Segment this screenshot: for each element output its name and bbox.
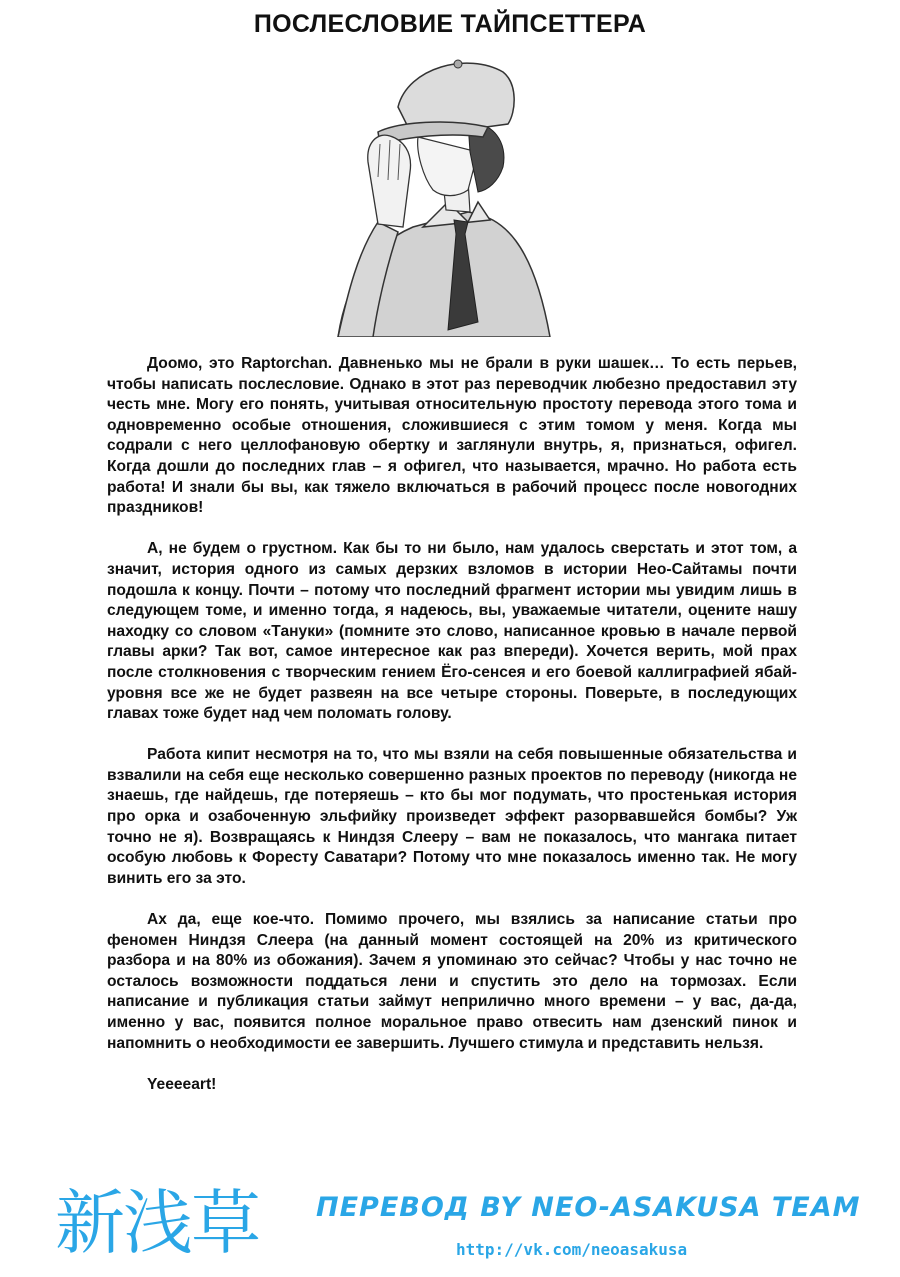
vk-link[interactable]: http://vk.com/neoasakusa bbox=[456, 1240, 688, 1259]
paragraph: А, не будем о грустном. Как бы то ни было, нам удалось сверстать и этот том, а значит, история одного из самых дерзких взломов в истории Нео-Сайтамы почти подошла к концу. Почти – потому что последний фрагмент истории мы увидим лишь в следующем томе, и именно тогда, я надеюсь, вы, уважаемые читатели, оцените нашу находку со словом «Тануки» (помните это слово, написанное кровью в начале первой главы арки? Так вот, самое интересное как раз впереди). Хочется верить, мой прах после столкновения с творческим гением Ёго-сенсея и его боевой каллиграфией ябай-уровня все же не будет развеян на все четыре стороны. Поверьте, в последующих главах тоже будет над чем поломать голову. bbox=[107, 540, 797, 723]
man-in-cap-illustration bbox=[318, 52, 558, 337]
translation-credit: ПЕРЕВОД BY NEO-ASAKUSA TEAM bbox=[316, 1192, 861, 1223]
signoff: Yeeeeart! bbox=[147, 1075, 217, 1093]
neo-asakusa-logo: 新浅草 bbox=[55, 1182, 259, 1264]
page-title: ПОСЛЕСЛОВИЕ ТАЙПСЕТТЕРА bbox=[253, 10, 647, 38]
paragraph: Ах да, еще кое-что. Помимо прочего, мы взялись за написание статьи про феномен Ниндзя Слеера (на данный момент состоящей на 20% из критического разбора и на 80% из обожания). Зачем я упоминаю это сейчас? Чтобы у нас точно не осталось возможности поддаться лени и спустить это дело на тормозах. Если написание и публикация статьи займут неприлично много времени – у вас, да-да, именно у вас, появится полное моральное право отвесить нам дзенский пинок и напомнить о необходимости ее завершить. Лучшего стимула и представить нельзя. bbox=[107, 911, 797, 1052]
afterword-body bbox=[107, 354, 797, 1116]
paragraph: Доомо, это Raptorchan. Давненько мы не брали в руки шашек… То есть перьев, чтобы написать послесловие. Однако в этот раз переводчик любезно предоставил эту честь мне. Могу его понять, учитывая относительную простоту перевода этого тома и одновременно особые отношения, сложившиеся с этим томом у меня. Когда мы содрали с него целлофановую обертку и заглянули внутрь, я, признаться, офигел. Когда дошли до последних глав – я офигел, что называется, мрачно. Но работа есть работа! И знали бы вы, как тяжело включаться в рабочий процесс после новогодних праздников! bbox=[107, 355, 797, 517]
paragraph: Работа кипит несмотря на то, что мы взяли на себя повышенные обязательства и взвалили на себя еще несколько совершенно разных проектов по переводу (никогда не знаешь, где найдешь, где потеряешь – кто бы мог подумать, что простенькая история про орка и озабоченную эльфийку произведет эффект разорвавшейся бомбы? Уж точно не я). Возвращаясь к Ниндзя Слееру – вам не показалось, что мангака питает особую любовь к Форесту Саватари? Потому что мне показалось именно так. Не могу винить его за это. bbox=[107, 746, 797, 887]
